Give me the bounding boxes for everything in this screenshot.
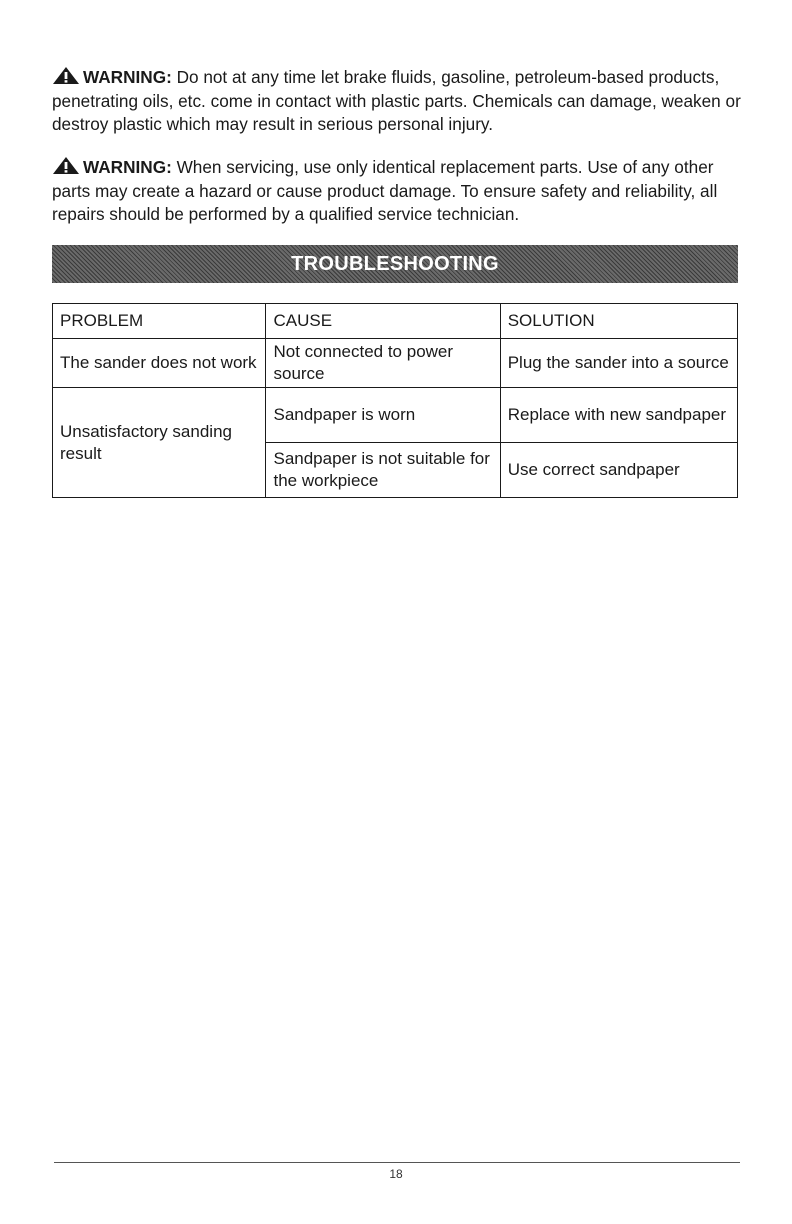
table-row	[53, 388, 738, 443]
section-title: TROUBLESHOOTING	[291, 252, 499, 275]
warning-paragraph-materials	[52, 66, 742, 137]
page-number: 18	[389, 1167, 403, 1181]
warning-paragraph-servicing	[52, 156, 742, 227]
section-banner	[52, 245, 738, 283]
problem-cell: The sander does not work	[53, 339, 266, 388]
column-header-solution: SOLUTION	[500, 304, 737, 339]
warning-label: WARNING:	[83, 157, 172, 177]
warning-triangle-icon	[52, 66, 80, 85]
warning-text: When servicing, use only identical replacement parts. Use of any other parts may create a hazard or cause product damage. To ensure safety and reliability, all repairs should be performed by a qualified service technician.	[52, 157, 718, 224]
column-header-problem: PROBLEM	[53, 304, 266, 339]
column-header-cause: CAUSE	[266, 304, 500, 339]
warning-text: Do not at any time let brake fluids, gasoline, petroleum-based products, penetrating oils, etc. come in contact with plastic parts. Chemicals can damage, weaken or destroy plastic which may result in serious personal injury.	[52, 67, 741, 134]
troubleshooting-table	[52, 303, 738, 498]
problem-cell: Unsatisfactory sanding result	[53, 388, 266, 498]
solution-cell: Plug the sander into a source	[500, 339, 737, 388]
footer-divider	[54, 1162, 740, 1163]
solution-cell: Use correct sandpaper	[500, 443, 737, 498]
cause-cell: Sandpaper is not suitable for the workpiece	[266, 443, 500, 498]
cause-cell: Not connected to power source	[266, 339, 500, 388]
warning-triangle-icon	[52, 156, 80, 175]
solution-cell: Replace with new sandpaper	[500, 388, 737, 443]
table-row	[53, 339, 738, 388]
cause-cell: Sandpaper is worn	[266, 388, 500, 443]
warning-label: WARNING:	[83, 67, 172, 87]
table-header-row	[53, 304, 738, 339]
